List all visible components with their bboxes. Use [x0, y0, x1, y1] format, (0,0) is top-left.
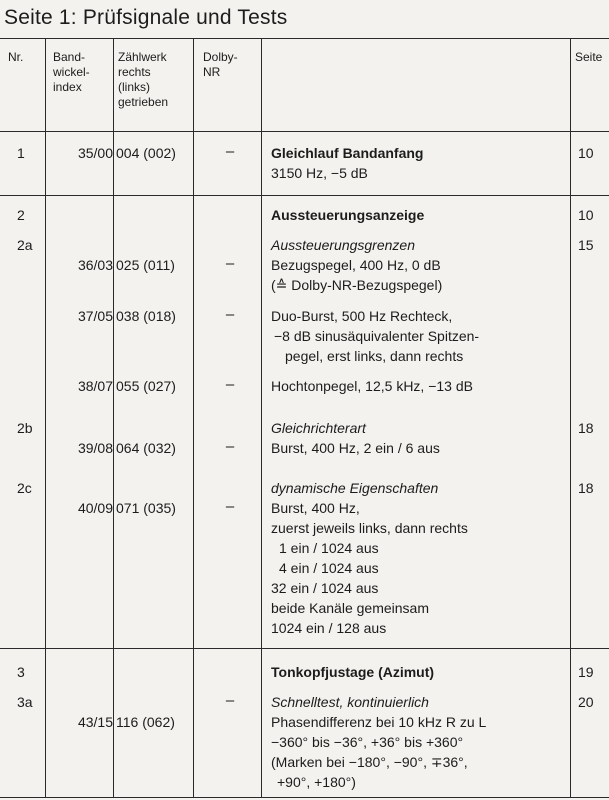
dolby-flag: –	[225, 438, 235, 455]
page-ref: 10	[578, 145, 594, 161]
page-ref: 15	[578, 237, 594, 253]
dolby-flag: –	[225, 692, 235, 709]
row-number: 3	[17, 664, 25, 680]
header-page: Seite	[575, 50, 603, 64]
row-number: 2c	[17, 480, 32, 496]
description: Schnelltest, kontinuierlich	[271, 694, 429, 710]
header-rule	[0, 131, 609, 132]
col-divider-dolby	[261, 38, 262, 797]
description: Burst, 400 Hz, zuerst jeweils links, dann rechts 1 ein / 1024 aus 4 ein / 1024 aus 32 ein / 1024 aus beide Kanäle gemeinsam 1024 ein / 128 aus	[271, 500, 468, 636]
page-ref: 10	[578, 207, 594, 223]
page-title: Seite 1: Prüfsignale und Tests	[4, 6, 288, 29]
description: Tonkopfjustage (Azimut)	[271, 664, 435, 680]
description: Aussteuerungsgrenzen	[271, 237, 415, 253]
row-number: 2a	[17, 237, 33, 253]
dolby-flag: –	[225, 143, 235, 160]
table-top-rule	[0, 38, 609, 39]
tape-index: 37/05	[77, 308, 113, 324]
description: Burst, 400 Hz, 2 ein / 6 aus	[271, 440, 440, 456]
description: Phasendifferenz bei 10 kHz R zu L −360° bis −36°, +36° bis +360° (Marken bei −180°, −90°, ∓36°, +90°, +180°)	[271, 714, 487, 790]
counter-value: 038 (018)	[116, 308, 176, 324]
description: Bezugspegel, 400 Hz, 0 dB (≙ Dolby-NR-Bezugspegel)	[271, 257, 443, 293]
row-number: 2b	[17, 420, 33, 436]
description: Duo-Burst, 500 Hz Rechteck, −8 dB sinusäquivalenter Spitzen- pegel, erst links, dann rechts	[271, 308, 480, 364]
row-number: 2	[17, 207, 25, 223]
section-2-rule	[0, 648, 609, 649]
description: Gleichlauf Bandanfang 3150 Hz, −5 dB	[271, 145, 424, 181]
dolby-flag: –	[225, 255, 235, 272]
row-number: 3a	[17, 694, 33, 710]
description: Gleichrichterart	[271, 420, 366, 436]
tape-index: 39/08	[77, 440, 113, 456]
counter-value: 116 (062)	[116, 714, 175, 730]
counter-value: 064 (032)	[116, 440, 176, 456]
page-ref: 19	[578, 664, 594, 680]
header-dolby: Dolby- NR	[203, 50, 238, 79]
col-divider-page	[570, 38, 571, 797]
counter-value: 055 (027)	[116, 378, 176, 394]
header-nr: Nr.	[8, 50, 24, 64]
table-bottom-rule	[0, 797, 609, 798]
page-ref: 18	[578, 480, 594, 496]
description: Hochtonpegel, 12,5 kHz, −13 dB	[271, 378, 473, 394]
dolby-flag: –	[225, 376, 235, 393]
counter-value: 071 (035)	[116, 500, 176, 516]
tape-index: 38/07	[77, 378, 113, 394]
header-index: Band- wickel- index	[53, 50, 90, 94]
section-1-rule	[0, 195, 609, 196]
counter-value: 025 (011)	[116, 257, 175, 273]
tape-index: 43/15	[77, 714, 113, 730]
row-number: 1	[17, 145, 25, 161]
description: dynamische Eigenschaften	[271, 480, 439, 496]
tape-index: 35/00	[77, 145, 113, 161]
col-divider-counter	[193, 38, 194, 797]
col-divider-index	[113, 38, 114, 797]
dolby-flag: –	[225, 498, 235, 515]
description: Aussteuerungsanzeige	[271, 207, 425, 223]
tape-index: 40/09	[77, 500, 113, 516]
page-ref: 20	[578, 694, 594, 710]
counter-value: 004 (002)	[116, 145, 176, 161]
header-counter: Zählwerk rechts (links) getrieben	[118, 50, 169, 109]
page-ref: 18	[578, 420, 594, 436]
dolby-flag: –	[225, 306, 235, 323]
tape-index: 36/03	[77, 257, 113, 273]
